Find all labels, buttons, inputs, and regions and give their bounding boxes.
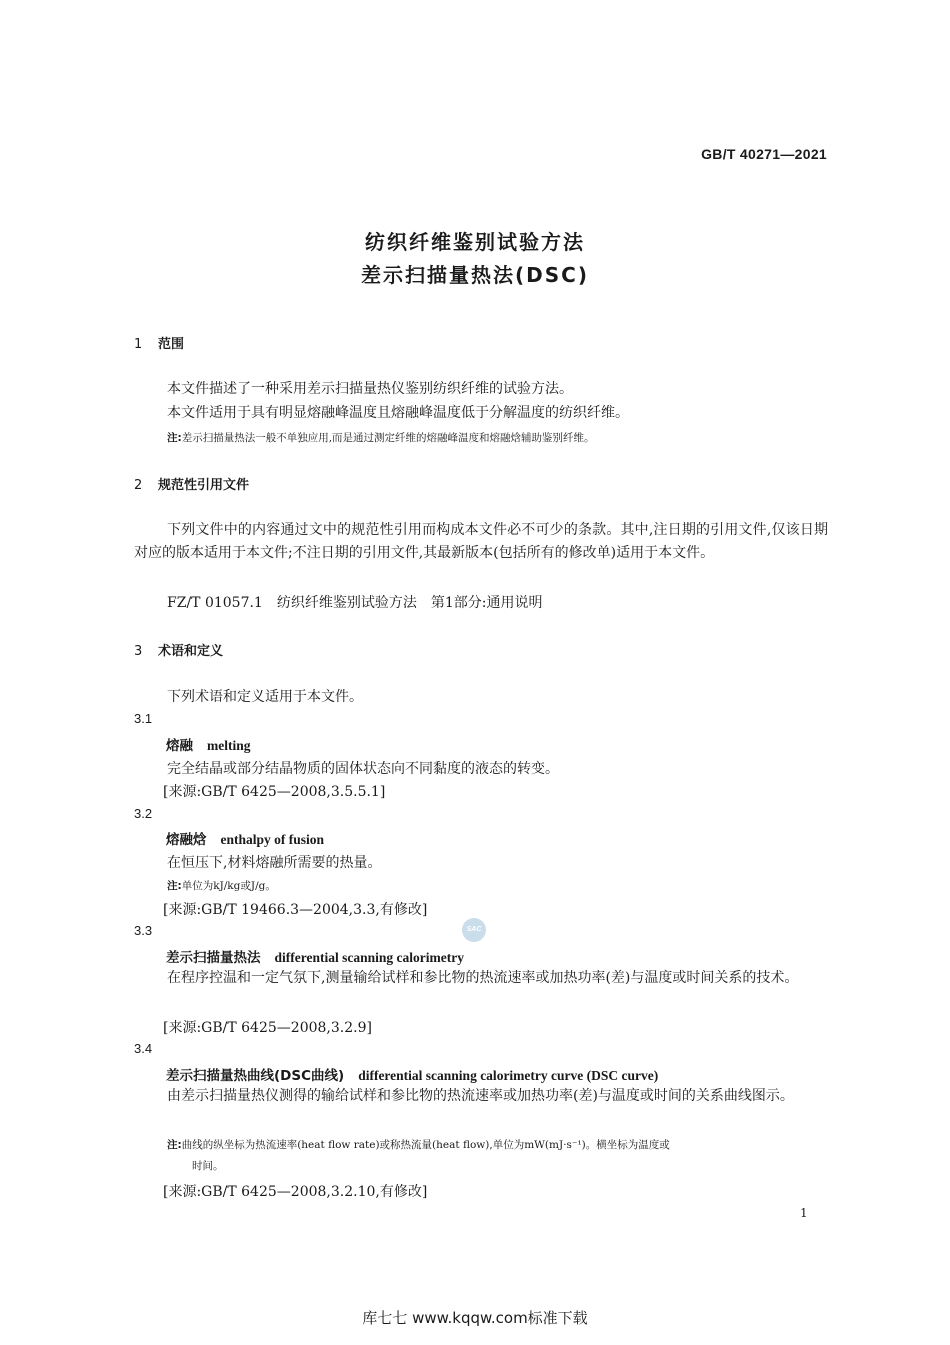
normative-reference: FZ/T 01057.1 纺织纤维鉴别试验方法 第1部分:通用说明 [167, 595, 543, 611]
clause-number: 3.1 [134, 711, 153, 726]
clause-number: 3.3 [134, 923, 153, 938]
footer-link[interactable]: 库七七 www.kqqw.com标准下载 [362, 1309, 588, 1327]
term-entry [166, 734, 251, 754]
document-title-line2: 差示扫描量热法(DSC) [361, 263, 589, 287]
clause-number: 3.4 [134, 1041, 153, 1056]
document-title-line1: 纺织纤维鉴别试验方法 [365, 230, 585, 254]
definition: 在程序控温和一定气氛下,测量输给试样和参比物的热流速率或加热功率(差)与温度或时间关系的技术。 [167, 970, 799, 986]
term-zh: 差示扫描量热曲线(DSC曲线) [166, 1068, 345, 1084]
source: [来源:GB/T 6425—2008,3.2.9] [163, 1020, 372, 1036]
section-title: 范围 [158, 337, 185, 352]
note-continuation: 时间。 [192, 1160, 224, 1172]
definition: 由差示扫描量热仪测得的输给试样和参比物的热流速率或加热功率(差)与温度或时间的关系曲线图示。 [167, 1088, 794, 1104]
standard-number: GB/T 40271—2021 [701, 146, 827, 162]
source: [来源:GB/T 19466.3—2004,3.3,有修改] [163, 902, 428, 918]
definition: 在恒压下,材料熔融所需要的热量。 [167, 855, 382, 871]
paragraph: 下列文件中的内容通过文中的规范性引用而构成本文件必不可少的条款。其中,注日期的引用文件,仅该日期对应的版本适用于本文件;不注日期的引用文件,其最新版本(包括所有的修改单)适用于本文件。 [134, 522, 828, 561]
term-zh: 差示扫描量热法 [166, 950, 261, 966]
section-number: 1 [134, 337, 143, 352]
source: [来源:GB/T 6425—2008,3.2.10,有修改] [163, 1184, 428, 1200]
term-zh: 熔融焓 [166, 832, 207, 848]
note-label: 注: [167, 1139, 182, 1151]
section-3-heading [134, 640, 223, 659]
term-en: melting [207, 738, 251, 753]
section-title: 规范性引用文件 [158, 478, 250, 493]
paragraph: 本文件描述了一种采用差示扫描量热仪鉴别纺织纤维的试验方法。 [167, 381, 573, 397]
term-entry [166, 946, 464, 966]
term-zh: 熔融 [166, 738, 193, 754]
sac-watermark-logo: SAC [462, 918, 486, 942]
paragraph: 下列术语和定义适用于本文件。 [167, 689, 363, 705]
note-label: 注: [167, 880, 182, 892]
clause-number: 3.2 [134, 806, 153, 821]
term-en: differential scanning calorimetry [274, 950, 464, 965]
definition: 完全结晶或部分结晶物质的固体状态向不同黏度的液态的转变。 [167, 761, 559, 777]
note [167, 430, 595, 445]
section-number: 2 [134, 478, 143, 493]
term-en: differential scanning calorimetry curve (DSC curve) [358, 1068, 659, 1083]
section-2-heading [134, 474, 249, 493]
term-entry [166, 828, 324, 848]
source: [来源:GB/T 6425—2008,3.5.5.1] [163, 784, 386, 800]
section-title: 术语和定义 [158, 644, 224, 659]
term-entry [166, 1064, 658, 1084]
note [167, 1137, 670, 1152]
note-label: 注: [167, 432, 182, 444]
note [167, 878, 276, 893]
note-text: 单位为kJ/kg或J/g。 [181, 880, 276, 892]
section-1-heading [134, 333, 184, 352]
page-number: 1 [800, 1206, 808, 1220]
paragraph: 本文件适用于具有明显熔融峰温度且熔融峰温度低于分解温度的纺织纤维。 [167, 405, 629, 421]
section-number: 3 [134, 644, 143, 659]
term-en: enthalpy of fusion [220, 832, 325, 847]
note-text: 曲线的纵坐标为热流速率(heat flow rate)或称热流量(heat flow),单位为mW(mJ·s⁻¹)。横坐标为温度或 [181, 1139, 670, 1151]
note-text: 差示扫描量热法一般不单独应用,而是通过测定纤维的熔融峰温度和熔融焓辅助鉴别纤维。 [181, 432, 595, 444]
